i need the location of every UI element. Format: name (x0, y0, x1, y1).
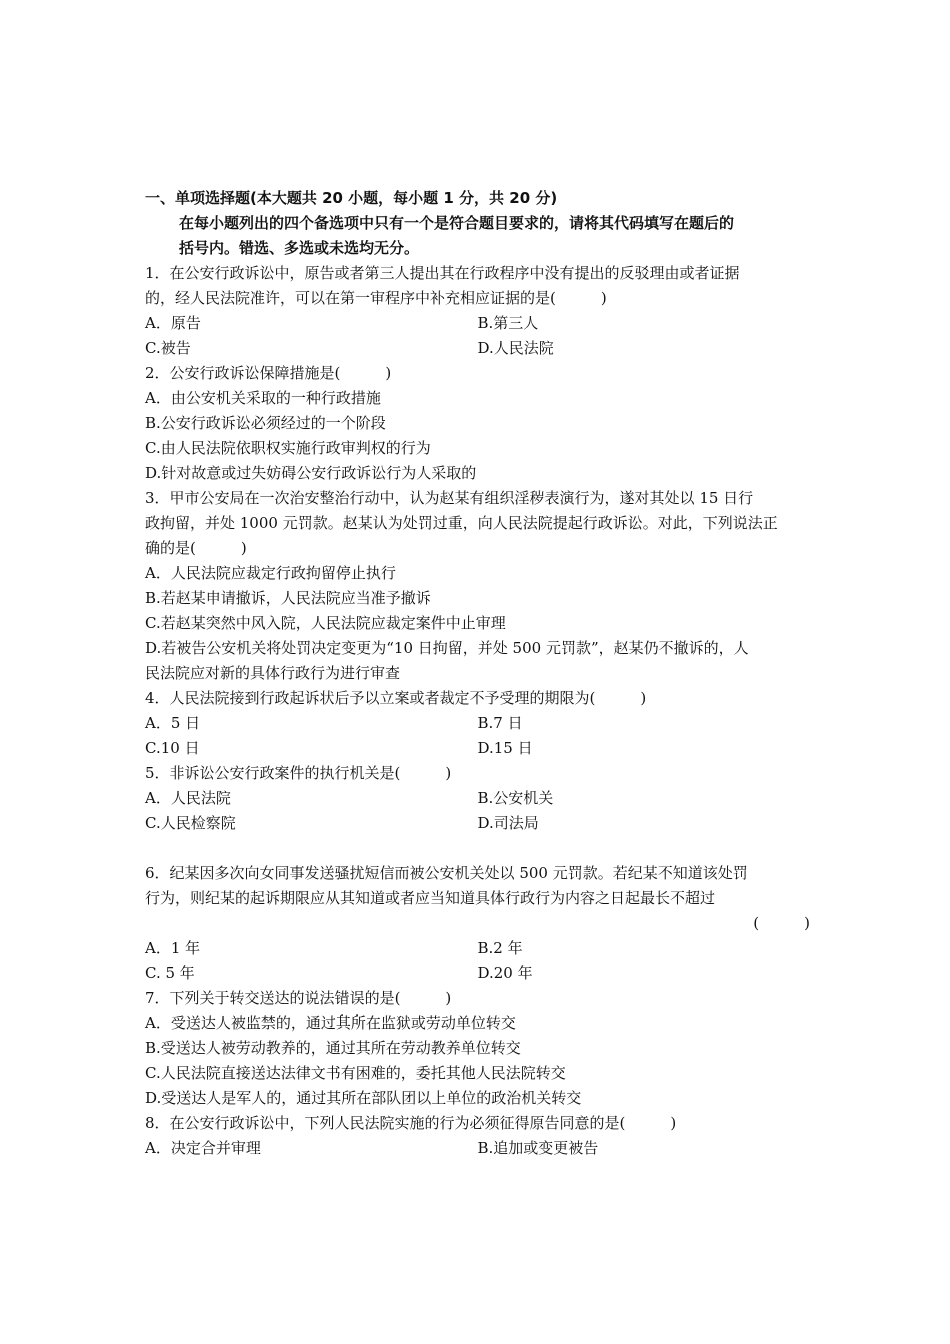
question-7-option-d: D.受送达人是军人的，通过其所在部队团以上单位的政治机关转交 (145, 1089, 582, 1107)
question-5 (145, 761, 810, 836)
question-5-stem: 5．非诉讼公安行政案件的执行机关是( ) (145, 764, 452, 782)
question-8-stem: 8．在公安行政诉讼中，下列人民法院实施的行为必须征得原告同意的是( ) (145, 1114, 677, 1132)
question-6 (145, 861, 810, 986)
question-1-options-row1 (145, 311, 810, 336)
exam-page (145, 186, 810, 1161)
question-8-option-b: B.追加或变更被告 (477, 1139, 599, 1157)
question-5-option-c: C.人民检察院 (145, 814, 236, 832)
question-4-option-d: D.15 日 (477, 739, 533, 757)
question-6-stem-line2: 行为，则纪某的起诉期限应从其知道或者应当知道具体行政行为内容之日起最长不超过 (145, 889, 716, 907)
question-2-stem: 2．公安行政诉讼保障措施是( ) (145, 364, 392, 382)
question-2 (145, 361, 810, 486)
question-3-option-a: A．人民法院应裁定行政拘留停止执行 (145, 564, 396, 582)
question-2-option-a: A．由公安机关采取的一种行政措施 (145, 389, 381, 407)
question-4-options-row2 (145, 736, 810, 761)
question-7-stem-post: 的是( ) (364, 989, 452, 1007)
question-7-option-b: B.受送达人被劳动教养的，通过其所在劳动教养单位转交 (145, 1039, 521, 1057)
question-4-stem: 4．人民法院接到行政起诉状后予以立案或者裁定不予受理的期限为( ) (145, 689, 647, 707)
question-4-option-c: C.10 日 (145, 739, 200, 757)
question-4-options-row1 (145, 711, 810, 736)
question-2-option-b: B.公安行政诉讼必须经过的一个阶段 (145, 414, 386, 432)
question-7-option-a: A．受送达人被监禁的，通过其所在监狱或劳动单位转交 (145, 1014, 516, 1032)
question-7-emphasis-char-2: 误 (349, 989, 365, 1007)
question-7-emphasis-char-1: 错 (334, 989, 350, 1007)
question-8-options-row1 (145, 1136, 810, 1161)
question-5-option-b: B.公安机关 (477, 789, 554, 807)
question-1-stem-line1: 1．在公安行政诉讼中，原告或者第三人提出其在行政程序中没有提出的反驳理由或者证据 (145, 264, 740, 282)
question-1 (145, 261, 810, 361)
question-6-answer-paren: ( ) (753, 914, 810, 932)
question-6-stem-line1: 6．纪某因多次向女同事发送骚扰短信而被公安机关处以 500 元罚款。若纪某不知道该处罚 (145, 864, 748, 882)
question-1-option-c: C.被告 (145, 339, 191, 357)
question-6-options-row2 (145, 961, 810, 986)
question-7-stem-pre: 7．下列关于转交送达的说法 (145, 989, 335, 1007)
question-1-options-row2 (145, 336, 810, 361)
question-1-option-a: A．原告 (145, 314, 201, 332)
question-6-option-b: B.2 年 (477, 939, 523, 957)
question-6-options-row1 (145, 936, 810, 961)
question-3-option-b: B.若赵某申请撤诉，人民法院应当准予撤诉 (145, 589, 431, 607)
question-4 (145, 686, 810, 761)
question-6-option-d: D.20 年 (477, 964, 533, 982)
section-instruction-line1: 在每小题列出的四个备选项中只有一个是符合题目要求的，请将其代码填写在题后的 (179, 214, 735, 232)
question-3-option-d-line2: 民法院应对新的具体行政行为进行审查 (145, 664, 401, 682)
question-4-option-b: B.7 日 (477, 714, 523, 732)
question-7-stem (145, 986, 810, 1011)
question-5-option-a: A．人民法院 (145, 789, 231, 807)
question-7 (145, 986, 810, 1111)
question-7-option-c: C.人民法院直接送达法律文书有困难的，委托其他人民法院转交 (145, 1064, 566, 1082)
question-3-stem-line3: 确的是( ) (145, 539, 247, 557)
question-5-option-d: D.司法局 (477, 814, 539, 832)
blank-line (145, 836, 810, 861)
question-3 (145, 486, 810, 686)
question-4-option-a: A．5 日 (145, 714, 201, 732)
section-title: 一、单项选择题(本大题共 20 小题，每小题 1 分，共 20 分) (145, 189, 558, 207)
question-8-option-a: A．决定合并审理 (145, 1139, 261, 1157)
question-8 (145, 1111, 810, 1161)
question-1-stem-line2: 的，经人民法院准许，可以在第一审程序中补充相应证据的是( ) (145, 289, 607, 307)
question-3-stem-line1: 3．甲市公安局在一次治安整治行动中，认为赵某有组织淫秽表演行为，遂对其处以 15 日行 (145, 489, 754, 507)
question-3-option-d-line1: D.若被告公安机关将处罚决定变更为“10 日拘留，并处 500 元罚款”，赵某仍不撤诉的，人 (145, 639, 749, 657)
question-2-option-d: D.针对故意或过失妨碍公安行政诉讼行为人采取的 (145, 464, 477, 482)
question-3-option-c: C.若赵某突然中风入院，人民法院应裁定案件中止审理 (145, 614, 506, 632)
question-1-option-b: B.第三人 (477, 314, 539, 332)
question-5-options-row1 (145, 786, 810, 811)
question-6-option-c: C. 5 年 (145, 964, 195, 982)
question-3-stem-line2: 政拘留，并处 1000 元罚款。赵某认为处罚过重，向人民法院提起行政诉讼。对此，下列说法正 (145, 514, 778, 532)
question-1-option-d: D.人民法院 (477, 339, 554, 357)
section-instruction-line2: 括号内。错选、多选或未选均无分。 (179, 239, 420, 257)
question-6-option-a: A．1 年 (145, 939, 201, 957)
question-5-options-row2 (145, 811, 810, 836)
question-2-option-c: C.由人民法院依职权实施行政审判权的行为 (145, 439, 431, 457)
